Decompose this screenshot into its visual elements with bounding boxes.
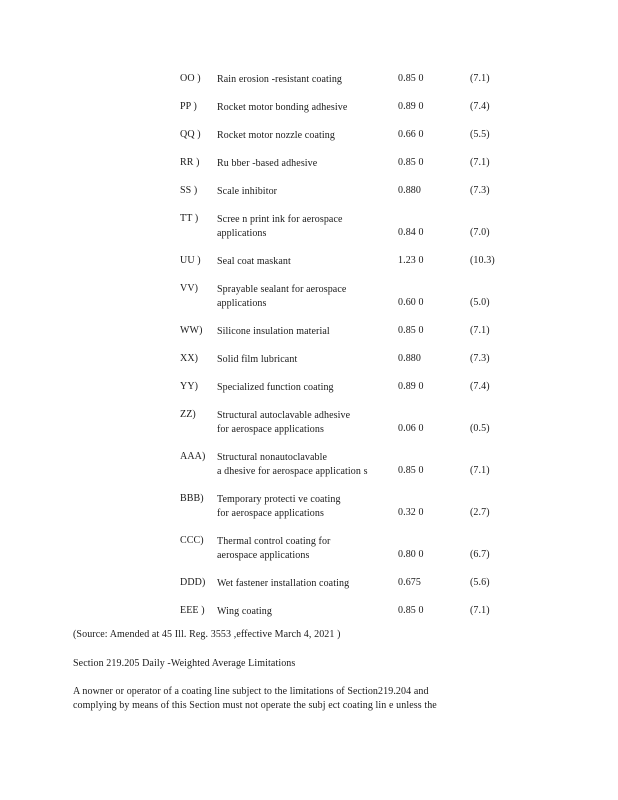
row-description [217,157,392,171]
row-description [217,129,392,143]
limit-lb-per-gal: (7.4) [470,381,490,392]
row-description [217,325,392,339]
limit-lb-per-gal: (7.1) [470,73,490,84]
table-row [180,535,520,563]
row-letter: QQ ) [180,129,201,140]
description-line: Thermal control coating for [217,536,331,547]
limit-kg-per-l: 0.06 0 [398,423,424,434]
description-line: Structural nonautoclavable [217,452,328,463]
limit-lb-per-gal: (7.3) [470,353,490,364]
table-row [180,605,520,619]
row-letter: UU ) [180,255,201,266]
limit-lb-per-gal: (5.0) [470,297,490,308]
description-line: Structural autoclavable adhesive [217,410,351,421]
limit-kg-per-l: 0.80 0 [398,549,424,560]
row-description [217,213,392,241]
table-row [180,213,520,241]
limit-kg-per-l: 0.66 0 [398,129,424,140]
table-row [180,577,520,591]
description-line: Wing coating [217,606,272,617]
limit-kg-per-l: 0.32 0 [398,507,424,518]
limit-lb-per-gal: (7.1) [470,465,490,476]
description-line: Rocket motor nozzle coating [217,130,335,141]
limit-lb-per-gal: (7.0) [470,227,490,238]
row-letter: BBB) [180,493,204,504]
description-line: applications [217,298,267,309]
limit-kg-per-l: 0.89 0 [398,381,424,392]
limit-lb-per-gal: (7.3) [470,185,490,196]
description-line: Wet fastener installation coating [217,578,350,589]
description-line: Scree n print ink for aerospace [217,214,343,225]
limit-lb-per-gal: (5.5) [470,129,490,140]
limit-kg-per-l: 0.60 0 [398,297,424,308]
limit-lb-per-gal: (10.3) [470,255,495,266]
paragraph-line: complying by means of this Section must not operate the subj ect coating lin e unless the [73,700,437,711]
row-letter: TT ) [180,213,199,224]
row-letter: YY) [180,381,199,392]
limit-lb-per-gal: (5.6) [470,577,490,588]
description-line: a dhesive for aerospace application s [217,466,368,477]
row-description [217,255,392,269]
row-letter: PP ) [180,101,197,112]
description-line: Ru bber -based adhesive [217,158,318,169]
row-description [217,535,392,563]
row-description [217,451,392,479]
limit-lb-per-gal: (2.7) [470,507,490,518]
table-row [180,493,520,521]
limit-kg-per-l: 0.85 0 [398,325,424,336]
limit-kg-per-l: 0.89 0 [398,101,424,112]
description-line: aerospace applications [217,550,310,561]
limit-lb-per-gal: (7.1) [470,325,490,336]
row-description [217,493,392,521]
limit-lb-per-gal: (6.7) [470,549,490,560]
description-line: Specialized function coating [217,382,334,393]
limit-kg-per-l: 1.23 0 [398,255,424,266]
limit-kg-per-l: 0.84 0 [398,227,424,238]
limit-kg-per-l: 0.880 [398,185,421,196]
row-letter: WW) [180,325,203,336]
voc-limits-table [180,73,520,633]
limit-lb-per-gal: (0.5) [470,423,490,434]
row-description [217,283,392,311]
description-line: Scale inhibitor [217,186,278,197]
row-description [217,185,392,199]
row-letter: RR ) [180,157,200,168]
row-description [217,381,392,395]
section-heading: Section 219.205 Daily -Weighted Average Limitations [73,658,296,669]
limit-kg-per-l: 0.85 0 [398,605,424,616]
description-line: for aerospace applications [217,508,324,519]
row-description [217,577,392,591]
row-letter: DDD) [180,577,206,588]
table-row [180,255,520,269]
description-line: Solid film lubricant [217,354,298,365]
row-letter: AAA) [180,451,206,462]
limit-lb-per-gal: (7.4) [470,101,490,112]
limit-lb-per-gal: (7.1) [470,605,490,616]
body-paragraph [73,685,503,713]
row-letter: VV) [180,283,199,294]
row-letter: ZZ) [180,409,196,420]
table-row [180,409,520,437]
paragraph-line: A nowner or operator of a coating line subject to the limitations of Section219.204 and [73,686,429,697]
limit-kg-per-l: 0.675 [398,577,421,588]
source-note: (Source: Amended at 45 Ill. Reg. 3553 ,effective March 4, 2021 ) [73,629,341,640]
row-description [217,409,392,437]
limit-kg-per-l: 0.85 0 [398,465,424,476]
row-description [217,605,392,619]
row-letter: EEE ) [180,605,205,616]
row-letter: CCC) [180,535,204,546]
table-row [180,381,520,395]
limit-kg-per-l: 0.880 [398,353,421,364]
row-letter: OO ) [180,73,201,84]
table-row [180,157,520,171]
table-row [180,353,520,367]
table-row [180,283,520,311]
row-description [217,101,392,115]
table-row [180,185,520,199]
table-row [180,325,520,339]
description-line: Rocket motor bonding adhesive [217,102,348,113]
description-line: Silicone insulation material [217,326,330,337]
table-row [180,101,520,115]
description-line: applications [217,228,267,239]
row-description [217,353,392,367]
row-letter: SS ) [180,185,198,196]
description-line: Seal coat maskant [217,256,291,267]
limit-kg-per-l: 0.85 0 [398,73,424,84]
table-row [180,129,520,143]
description-line: for aerospace applications [217,424,324,435]
limit-lb-per-gal: (7.1) [470,157,490,168]
table-row [180,451,520,479]
description-line: Temporary protecti ve coating [217,494,341,505]
table-row [180,73,520,87]
row-description [217,73,392,87]
description-line: Rain erosion -resistant coating [217,74,343,85]
description-line: Sprayable sealant for aerospace [217,284,347,295]
limit-kg-per-l: 0.85 0 [398,157,424,168]
row-letter: XX) [180,353,199,364]
